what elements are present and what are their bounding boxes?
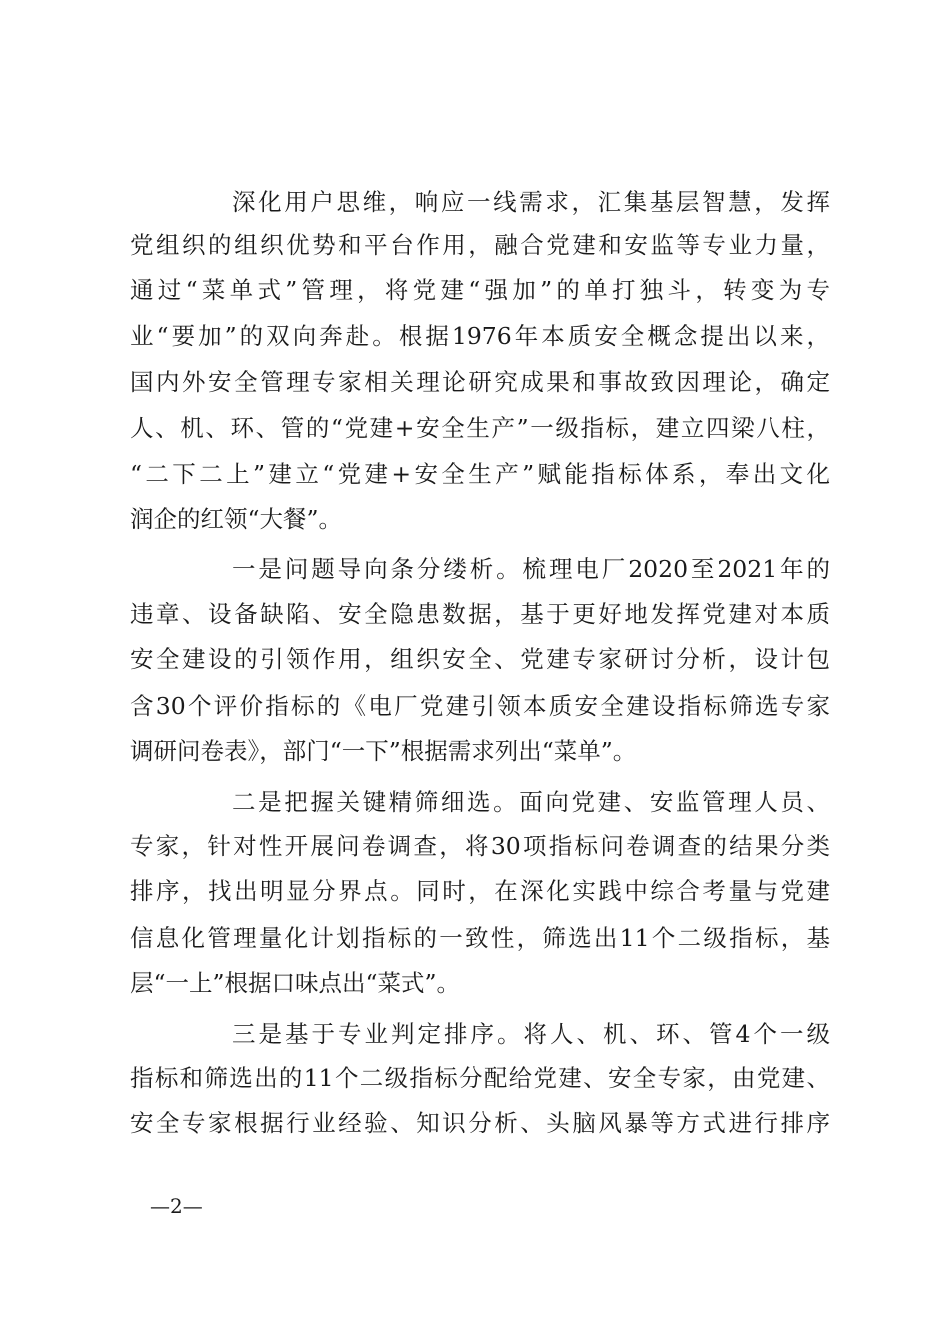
paragraph-1-line-1: 深化用户思维，响应一线需求，汇集基层智慧，发挥 xyxy=(232,188,830,216)
paragraph-2-line-3: 安全建设的引领作用，组织安全、党建专家研讨分析，设计包 xyxy=(130,645,830,673)
paragraph-1-line-6: 人、机、环、管的“党建+安全生产”一级指标，建立四梁八柱， xyxy=(130,414,830,442)
paragraph-2-line-4: 含30个评价指标的《电厂党建引领本质安全建设指标筛选专家 xyxy=(130,692,830,720)
paragraph-2-line-5: 调研问卷表》，部门“一下”根据需求列出“菜单”。 xyxy=(130,737,637,765)
paragraph-1-line-4: 业“要加”的双向奔赴。根据1976年本质安全概念提出以来， xyxy=(130,322,830,350)
paragraph-1-line-2: 党组织的组织优势和平台作用，融合党建和安监等专业力量， xyxy=(130,231,830,259)
paragraph-3-line-5: 层“一上”根据口味点出“菜式”。 xyxy=(130,969,461,997)
paragraph-1-line-8: 润企的红领“大餐”。 xyxy=(130,505,343,533)
paragraph-3-line-1: 二是把握关键精筛细选。面向党建、安监管理人员、 xyxy=(232,788,830,816)
paragraph-1-line-7: “二下二上”建立“党建+安全生产”赋能指标体系，奉出文化 xyxy=(130,460,830,488)
paragraph-3-line-2: 专家，针对性开展问卷调查，将30项指标问卷调查的结果分类 xyxy=(130,832,830,860)
paragraph-2-line-2: 违章、设备缺陷、安全隐患数据，基于更好地发挥党建对本质 xyxy=(130,600,830,628)
paragraph-3-line-3: 排序，找出明显分界点。同时，在深化实践中综合考量与党建 xyxy=(130,877,830,905)
paragraph-4-line-3: 安全专家根据行业经验、知识分析、头脑风暴等方式进行排序 xyxy=(130,1109,830,1137)
paragraph-1-line-5: 国内外安全管理专家相关理论研究成果和事故致因理论，确定 xyxy=(130,368,830,396)
page-number: —2— xyxy=(150,1194,203,1218)
paragraph-4-line-2: 指标和筛选出的11个二级指标分配给党建、安全专家，由党建、 xyxy=(130,1064,830,1092)
paragraph-2-line-1: 一是问题导向条分缕析。梳理电厂2020至2021年的 xyxy=(232,555,830,583)
paragraph-4-line-1: 三是基于专业判定排序。将人、机、环、管4个一级 xyxy=(232,1020,830,1048)
paragraph-1-line-3: 通过“菜单式”管理，将党建“强加”的单打独斗，转变为专 xyxy=(130,276,830,304)
paragraph-3-line-4: 信息化管理量化计划指标的一致性，筛选出11个二级指标，基 xyxy=(130,924,830,952)
